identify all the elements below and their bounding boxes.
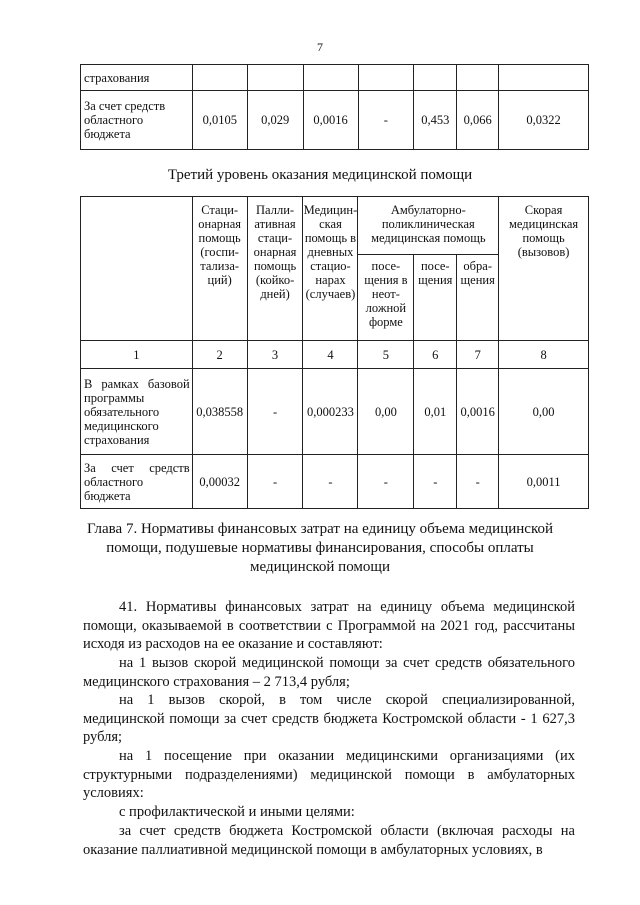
header-empty — [81, 197, 193, 341]
paragraph: 41. Нормативы финансовых затрат на единицу объема медицинской помощи, оказываемой в соответствии с Программой на 2021 год, рассчитаны исходя из расходов на ее оказание и составляют: — [83, 599, 575, 652]
column-number: 5 — [358, 341, 414, 369]
table-row — [81, 91, 589, 150]
page-number: 7 — [317, 40, 323, 54]
header-inpatient: Стаци-онарная помощь (госпи-тализа-ций) — [192, 197, 247, 341]
table-cell: 0,066 — [457, 91, 499, 150]
table-cell — [192, 65, 247, 91]
table-cell: 0,029 — [247, 91, 303, 150]
table-cell: 0,0016 — [303, 91, 358, 150]
header-palliative: Палли-ативная стаци-онарная помощь (койко-дней) — [247, 197, 303, 341]
table-cell: 0,01 — [414, 369, 457, 455]
column-number: 8 — [499, 341, 589, 369]
table-third-level — [80, 196, 589, 509]
table-cell: - — [358, 455, 414, 509]
paragraph: с профилактической и иными целями: — [119, 804, 355, 820]
table-cell: 0,0105 — [192, 91, 247, 150]
table-cell: 0,000233 — [303, 369, 358, 455]
column-number: 1 — [81, 341, 193, 369]
paragraph: за счет средств бюджета Костромской области (включая расходы на оказание паллиативной медицинской помощи в амбулаторных условиях, в — [83, 823, 575, 858]
table-cell: - — [457, 455, 499, 509]
subheader-urgent: посе-щения в неот-ложной форме — [358, 255, 414, 341]
table-cell — [499, 65, 589, 91]
column-number: 3 — [247, 341, 303, 369]
column-number-row — [81, 341, 589, 369]
table-cell: 0,0322 — [499, 91, 589, 150]
table-cell: 0,00 — [358, 369, 414, 455]
table-cell: - — [358, 91, 414, 150]
table-cell: - — [247, 455, 303, 509]
table-cell: 0,00 — [499, 369, 589, 455]
column-number: 7 — [457, 341, 499, 369]
column-number: 4 — [303, 341, 358, 369]
table-cell: - — [247, 369, 303, 455]
subheader-visits: посе-щения — [414, 255, 457, 341]
table-row — [81, 455, 589, 509]
table-row — [81, 65, 589, 91]
header-row — [81, 197, 589, 255]
header-day-care: Медицин-ская помощь в дневных стацио-нарах (случаев) — [303, 197, 358, 341]
table-cell: 0,0016 — [457, 369, 499, 455]
table-cell: 0,00032 — [192, 455, 247, 509]
table-caption: Третий уровень оказания медицинской помощи — [167, 167, 473, 183]
table-cell — [457, 65, 499, 91]
paragraph: на 1 вызов скорой медицинской помощи за счет средств обязательного медицинского страхования – 2 713,4 рубля; — [83, 655, 575, 690]
table-cell: - — [303, 455, 358, 509]
subheader-appeals: обра-щения — [457, 255, 499, 341]
chapter-title: Глава 7. Нормативы финансовых затрат на единицу объема медицинской помощи, подушевые нормативы финансирования, способы оплаты медицинской помощи — [86, 521, 554, 575]
row-label: В рамках базовой программы обязательного медицинского страхования — [81, 369, 193, 455]
paragraph: на 1 вызов скорой, в том числе скорой специализированной, медицинской помощи за счет средств бюджета Костромской области - 1 627,3 рубля; — [83, 692, 575, 745]
table-cell: - — [414, 455, 457, 509]
header-outpatient: Амбулаторно-поликлиническая медицинская помощь — [358, 197, 499, 255]
row-label: страхования — [81, 65, 193, 91]
table-cell — [414, 65, 457, 91]
table-continuation — [80, 64, 589, 150]
table-row — [81, 369, 589, 455]
table-cell: 0,453 — [414, 91, 457, 150]
header-ambulance: Скорая медицинская помощь (вызовов) — [499, 197, 589, 341]
table-cell — [247, 65, 303, 91]
column-number: 6 — [414, 341, 457, 369]
table-cell — [303, 65, 358, 91]
paragraph: на 1 посещение при оказании медицинскими организациями (их структурными подразделениями) медицинской помощи в амбулаторных условиях: — [83, 748, 575, 801]
table-cell: 0,038558 — [192, 369, 247, 455]
row-label: За счет средств областного бюджета — [81, 455, 193, 509]
table-cell: 0,0011 — [499, 455, 589, 509]
row-label: За счет средств областного бюджета — [81, 91, 193, 150]
table-cell — [358, 65, 414, 91]
column-number: 2 — [192, 341, 247, 369]
